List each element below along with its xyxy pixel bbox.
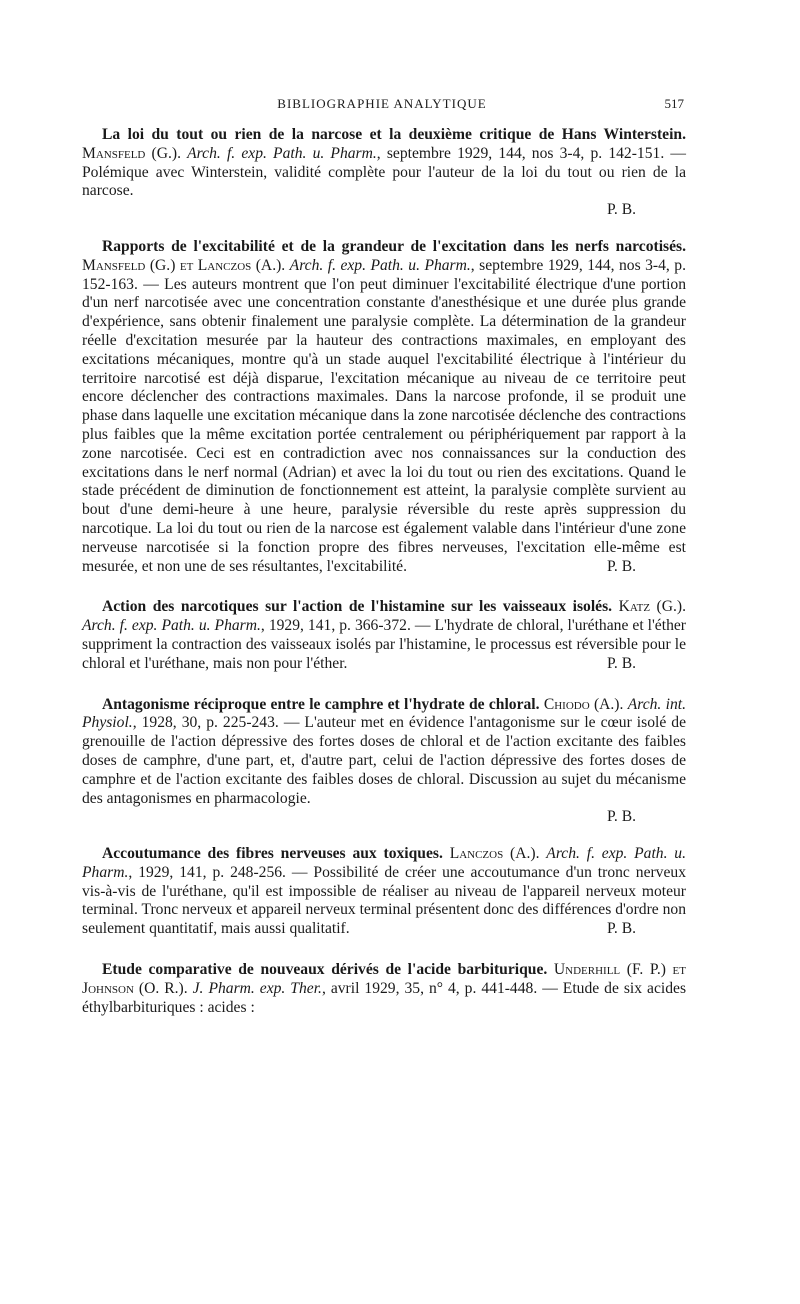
entry-journal: Arch. f. exp. Path. u. Pharm.: [82, 617, 261, 635]
entry-text: [82, 696, 686, 809]
entry-journal: Arch. f. exp. Path. u. Pharm.: [289, 256, 471, 274]
entry-journal: J. Pharm. exp. Ther.: [192, 979, 322, 997]
bibliography-entry: [82, 126, 686, 220]
entry-signature: P. B.: [606, 920, 636, 938]
entry-title: Action des narcotiques sur l'action de l'histamine sur les vaisseaux isolés.: [102, 598, 613, 616]
entry-title: Rapports de l'excitabilité et de la grandeur de l'excitation dans les nerfs narcotisés.: [102, 237, 686, 255]
entry-title: Antagonisme réciproque entre le camphre et l'hydrate de chloral.: [102, 695, 540, 713]
entry-text: [82, 961, 686, 1017]
entry-journal: Arch. int. Physiol.: [82, 695, 686, 732]
entry-authors: Lanczos (A.).: [449, 845, 540, 863]
bibliography-entry: [82, 845, 686, 939]
bibliography-entry: [82, 238, 686, 576]
bibliography-entry: [82, 696, 686, 828]
entry-authors: Mansfeld (G.) et Lanczos (A.).: [82, 256, 286, 274]
entry-details: , 1928, 30, p. 225-243. — L'auteur met en évidence l'antagonisme sur le cœur isolé de grenouille de l'action dépressive des fortes doses de chloral et de l'action excitante des faibles doses de camphre, d'une part, et, d'autre part, celui de l'action dépressive des fortes doses de camphre et de l'action excitante des faibles doses de chloral. Discussion au sujet du mécanisme des antagonismes en pharmacologie.: [82, 714, 686, 807]
entry-details: , septembre 1929, 144, nos 3-4, p. 142-151. — Polémique avec Winterstein, validité complète pour l'auteur de la loi du tout ou rien de la narcose.: [82, 144, 686, 200]
entry-text: [82, 238, 686, 576]
entry-authors: Katz (G.).: [618, 598, 686, 616]
entry-title: Etude comparative de nouveaux dérivés de l'acide barbiturique.: [102, 961, 548, 979]
page-header: [82, 96, 682, 118]
entry-authors: Chiodo (A.).: [543, 695, 624, 713]
bibliography-content: [82, 126, 686, 1037]
entry-details: , septembre 1929, 144, nos 3-4, p. 152-163. — Les auteurs montrent que l'on peut diminuer l'excitabilité électrique d'une portion d'un nerf narcotisée avec une concentration constante d'anesthésique et une durée plus grande d'expérience, sans obtenir finalement une paralysie complète. La détermination de la grandeur réelle d'excitation mesurée par la hauteur des contractions maximales, en employant des excitations mécaniques, montre qu'à un stade auquel l'excitabilité électrique à l'intérieur du territoire narcotisé est déjà disparue, l'excitation mécanique au niveau de ce territoire peut encore déclencher des contractions maximales. Dans la narcose profonde, il se produit une phase dans laquelle une excitation mécanique dans la zone narcotisée déclenche des contractions plus faibles que la même excitation portée centralement ou périphériquement par rapport à la zone narcotisée. Ceci est en contradiction avec nos connaissances sur la conduction des excitations dans le nerf normal (Adrian) et avec la loi du tout ou rien des excitations. Quand le stade précédent de diminution de fonctionnement est atteint, la paralysie complète survient au bout d'une demi-heure à une heure, paralysie réversible du reste après suppression du narcotique. La loi du tout ou rien de la narcose est également valable dans l'intérieur d'une zone nerveuse narcotisée si la fonction propre des fibres nerveuses, l'excitation elle-même est mesurée, et non une de ses résultantes, l'excitabilité.: [82, 256, 686, 575]
entry-journal: Arch. f. exp. Path. u. Pharm.: [82, 845, 686, 881]
running-title: BIBLIOGRAPHIE ANALYTIQUE: [277, 96, 487, 111]
entry-text: [82, 126, 686, 201]
bibliography-entry: [82, 598, 686, 673]
entry-journal: Arch. f. exp. Path. u. Pharm.: [187, 144, 377, 162]
entry-signature: P. B.: [606, 201, 636, 219]
entry-authors: Mansfeld (G.).: [82, 144, 181, 162]
entry-authors: Underhill (F. P.) et Johnson (O. R.).: [82, 961, 686, 997]
entry-details: , avril 1929, 35, n° 4, p. 441-448. — Etude de six acides éthylbarbituriques : acides :: [82, 979, 687, 1016]
entry-title: La loi du tout ou rien de la narcose et la deuxième critique de Hans Winterstein.: [102, 126, 686, 143]
page-number: 517: [664, 96, 684, 111]
entry-text: [82, 598, 686, 673]
entry-signature: P. B.: [606, 557, 636, 575]
entry-details: , 1929, 141, p. 366-372. — L'hydrate de chloral, l'uréthane et l'éther suppriment la contraction des vaisseaux isolés par l'histamine, le processus est réversible pour le chloral et l'uréthane, mais non pour l'éther.: [82, 617, 686, 672]
entry-signature: P. B.: [606, 654, 636, 672]
entry-details: , 1929, 141, p. 248-256. — Possibilité de créer une accoutumance d'un tronc nerveux vis-à-vis de l'uréthane, qu'il est impossible de réaliser au niveau de l'appareil nerveux moteur terminal. Tronc nerveux et appareil nerveux terminal présentent donc des différences d'ordre non seulement quantitatif, mais aussi qualitatif.: [82, 863, 686, 938]
entry-title: Accoutumance des fibres nerveuses aux toxiques.: [102, 845, 443, 863]
entry-signature: P. B.: [606, 808, 636, 826]
bibliography-entry: [82, 961, 686, 1017]
entry-text: [82, 845, 686, 939]
